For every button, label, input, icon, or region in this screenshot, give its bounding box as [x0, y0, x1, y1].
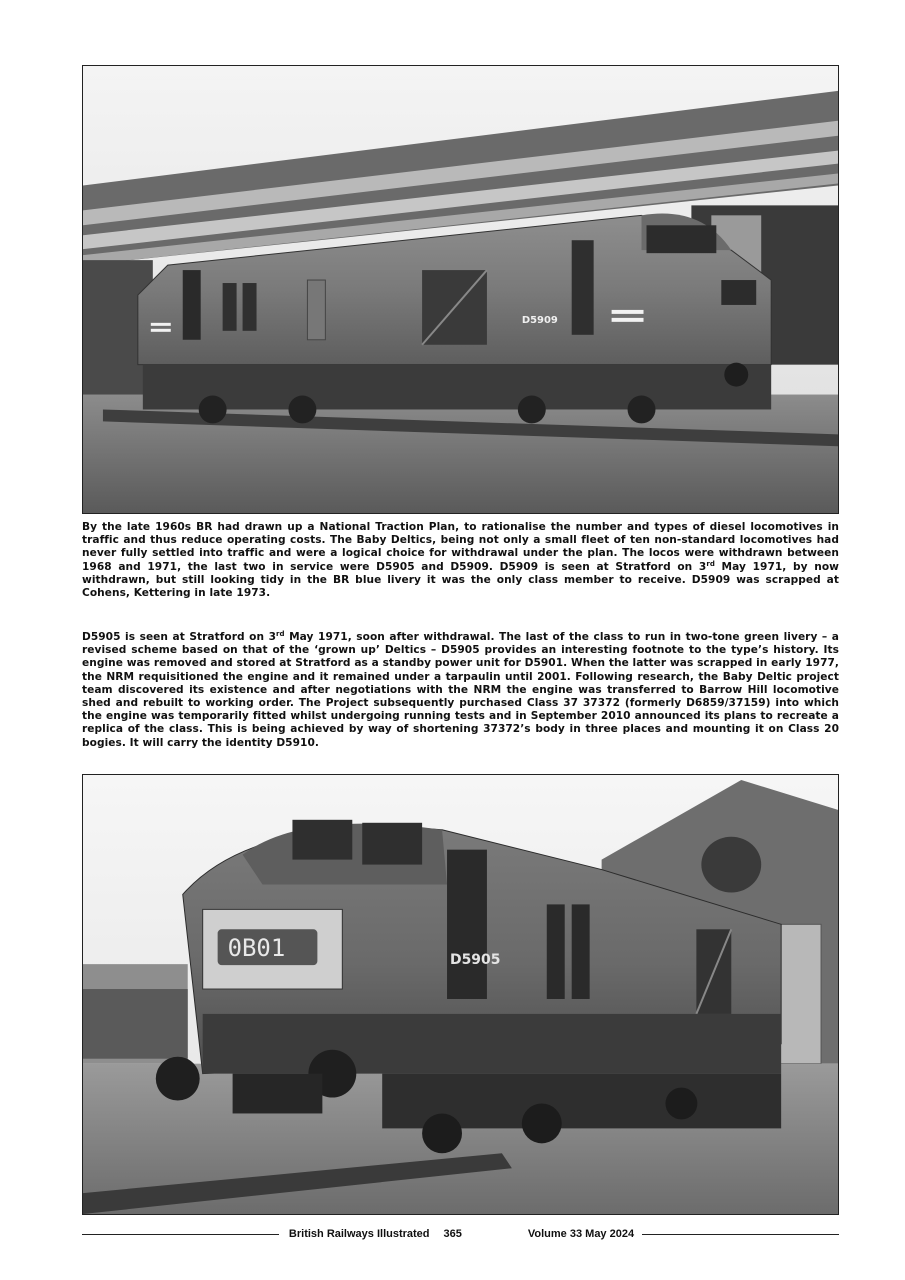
footer-rule-right: [642, 1234, 839, 1235]
page-number: 365: [443, 1228, 462, 1240]
loco-number-d5909: D5909: [521, 314, 558, 326]
locomotive-d5909-image: [83, 66, 838, 513]
publication-title: British Railways Illustrated: [288, 1228, 430, 1240]
caption-text: By the late 1960s BR had drawn up a National Traction Plan, to rationalise the number and types of diesel locomotives in traffic and thus reduce operating costs. The Baby Deltics, being not only a small fleet of ten non-standard locomotives had never fully settled into traffic and were a logical choice for withdrawal under the plan. The locos were withdrawn between 1968 and 1971, the last two in service were D5905 and D5909. D5909 is seen at Stratford on 3: [82, 521, 839, 573]
photo-caption-d5905: [82, 631, 839, 750]
locomotive-d5905-image: [83, 775, 838, 1214]
caption-text: D5905 is seen at Stratford on 3: [82, 631, 276, 643]
page-footer: [82, 1226, 839, 1242]
caption-superscript: rd: [276, 630, 285, 638]
footer-rule-left: [82, 1234, 279, 1235]
caption-text: May 1971, soon after withdrawal. The last of the class to run in two-tone green livery – a revised scheme based on that of the ‘grown up’ Deltics – D5905 provides an interesting footnote to the type’s history. Its engine was removed and stored at Stratford as a standby power unit for D5901. When the latter was scrapped in early 1977, the NRM requisitioned the engine and it remained under a tarpaulin until 2001. Following research, the Baby Deltic project team discovered its existence and after negotiations with the NRM the engine was transferred to Barrow Hill locomotive shed and rebuilt to working order. The Project subsequently purchased Class 37 37372 (formerly D6859/37159) into which the engine was temporarily fitted whilst undergoing running tests and in September 2010 announced its plans to recreate a replica of the class. This is being achieved by way of shortening 37372’s body in three places and mounting it on Class 20 bogies. It will carry the identity D5910.: [82, 631, 839, 749]
headcode-panel-text: 0B01: [227, 934, 286, 963]
volume-issue: Volume 33 May 2024: [527, 1228, 635, 1240]
photo-d5909: [82, 65, 839, 514]
photo-caption-d5909: [82, 521, 839, 600]
loco-number-d5905: D5905: [450, 952, 501, 969]
photo-d5905: [82, 774, 839, 1215]
caption-superscript: rd: [706, 559, 715, 568]
caption-text: May 1971, by now withdrawn, but still looking tidy in the BR blue livery it was the only class member to receive. D5909 was scrapped at Cohens, Kettering in late 1973.: [82, 560, 840, 600]
